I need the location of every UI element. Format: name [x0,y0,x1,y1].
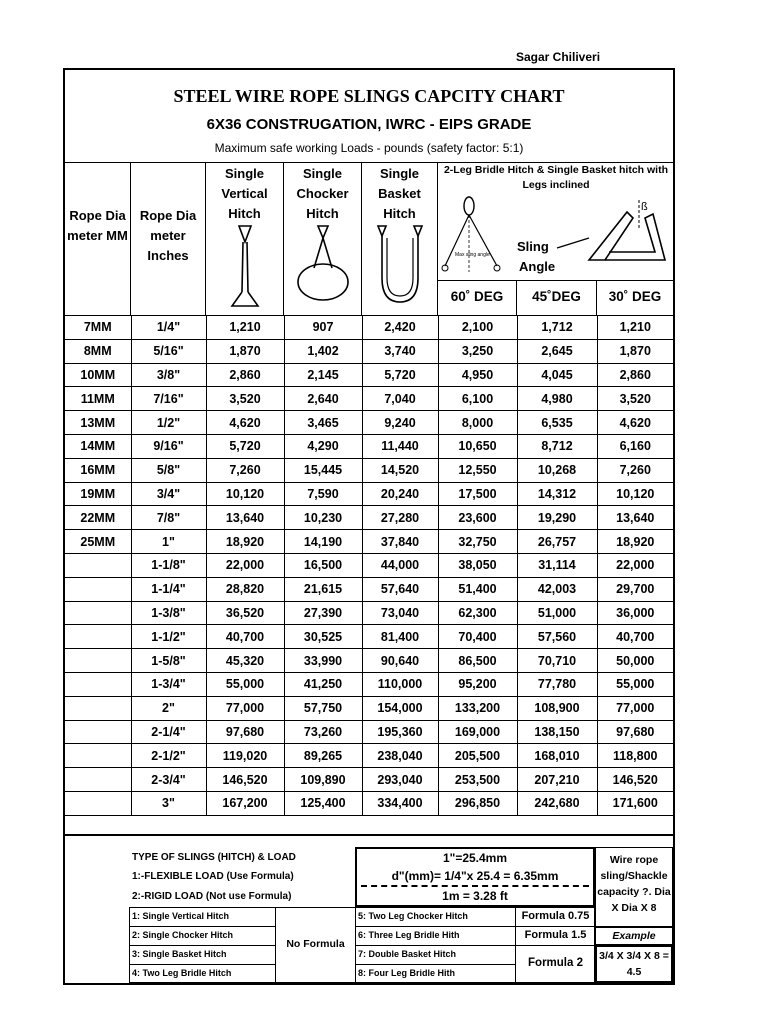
table-cell: 1,712 [517,316,597,340]
capacity-chart-sheet [63,68,675,985]
table-row [65,530,673,554]
table-row [65,316,673,340]
table-cell: 296,850 [438,791,517,815]
table-cell: 33,990 [284,649,362,673]
table-cell: 42,003 [517,577,597,601]
table-cell: 6,100 [438,387,517,411]
table-cell: 19MM [65,482,131,506]
table-cell: 146,520 [597,768,673,792]
table-cell: 119,020 [206,744,284,768]
chart-subtitle: 6X36 CONSTRUGATION, IWRC - EIPS GRADE [206,116,532,133]
slings-type-title: TYPE OF SLINGS (HITCH) & LOAD [132,852,296,863]
header-dia-inches: Rope Dia meter Inches [139,208,197,263]
table-cell: 2,640 [284,387,362,411]
table-cell: 2,145 [284,363,362,387]
table-cell: 10,230 [284,506,362,530]
table-cell: 19,290 [517,506,597,530]
table-cell: 205,500 [438,744,517,768]
table-cell: 3/8" [131,363,206,387]
table-cell: 4,620 [597,411,673,435]
header-60-deg: 60˚ DEG [450,289,504,304]
table-cell: 108,900 [517,696,597,720]
table-row [65,601,673,625]
table-cell: 138,150 [517,720,597,744]
hitch-5: 5: Two Leg Chocker Hitch [358,911,468,921]
table-cell: 89,265 [284,744,362,768]
table-cell: 7/16" [131,387,206,411]
table-row [65,672,673,696]
table-cell: 25MM [65,530,131,554]
table-cell: 57,560 [517,625,597,649]
table-cell: 10,650 [438,434,517,458]
table-row [65,649,673,673]
table-cell: 62,300 [438,601,517,625]
table-cell: 2-3/4" [131,768,206,792]
table-row [65,720,673,744]
table-cell: 195,360 [362,720,438,744]
table-cell: 20,240 [362,482,438,506]
conversion-dash-line [361,885,589,887]
basket-hitch-icon [368,220,432,312]
table-cell: 1-3/8" [131,601,206,625]
table-cell: 70,710 [517,649,597,673]
table-cell: 44,000 [362,553,438,577]
table-cell: 13,640 [206,506,284,530]
table-row [65,482,673,506]
hitch-2: 2: Single Chocker Hitch [132,930,234,940]
hitch-8: 8: Four Leg Bridle Hith [358,968,456,978]
table-cell: 171,600 [597,791,673,815]
sling-angle-label-2: Angle [519,259,556,274]
table-cell: 27,280 [362,506,438,530]
table-cell: 2-1/4" [131,720,206,744]
table-cell: 118,800 [597,744,673,768]
table-cell: 168,010 [517,744,597,768]
table-cell: 4,950 [438,363,517,387]
table-cell: 1-3/4" [131,672,206,696]
table-cell: 1-1/4" [131,577,206,601]
table-cell: 1-5/8" [131,649,206,673]
table-cell: 7/8" [131,506,206,530]
table-cell: 7,260 [597,458,673,482]
conversion-meter: 1m = 3.28 ft [442,889,508,903]
table-cell: 9/16" [131,434,206,458]
table-cell: 23,600 [438,506,517,530]
table-cell: 13,640 [597,506,673,530]
formula-075: Formula 0.75 [521,910,590,922]
table-cell [65,744,131,768]
table-cell: 30,525 [284,625,362,649]
conversion-formula: d"(mm)= 1/4"x 25.4 = 6.35mm [391,869,559,883]
table-cell: 2,860 [597,363,673,387]
table-cell: 1,210 [597,316,673,340]
table-cell: 97,680 [597,720,673,744]
table-cell: 22MM [65,506,131,530]
table-cell: 5,720 [362,363,438,387]
table-cell: 14MM [65,434,131,458]
table-cell: 11MM [65,387,131,411]
header-two-leg-bridle: 2-Leg Bridle Hitch & Single Basket hitch with Legs inclined [443,164,669,191]
table-cell: 14,190 [284,530,362,554]
table-cell [65,649,131,673]
table-cell: 22,000 [597,553,673,577]
table-cell: 167,200 [206,791,284,815]
table-cell [65,720,131,744]
table-cell: 55,000 [597,672,673,696]
table-cell: 207,210 [517,768,597,792]
table-cell: 2" [131,696,206,720]
header-single-choker: Single Chocker Hitch [296,166,349,221]
table-cell: 81,400 [362,625,438,649]
header-single-basket: Single Basket Hitch [378,166,421,221]
table-cell: 5/16" [131,339,206,363]
formula-2: Formula 2 [528,957,583,969]
table-cell: 51,400 [438,577,517,601]
table-cell: 1-1/2" [131,625,206,649]
rigid-load-note: 2:-RIGID LOAD (Not use Formula) [132,891,292,902]
vertical-hitch-icon [215,220,275,312]
table-cell: 5/8" [131,458,206,482]
table-cell: 6,535 [517,411,597,435]
table-cell [65,577,131,601]
table-cell: 51,000 [517,601,597,625]
table-row [65,791,673,815]
table-row [65,744,673,768]
table-cell: 13MM [65,411,131,435]
choker-hitch-icon [290,220,356,312]
table-cell: 32,750 [438,530,517,554]
table-cell: 7,260 [206,458,284,482]
table-cell: 3,740 [362,339,438,363]
table-cell: 17,500 [438,482,517,506]
table-cell [65,696,131,720]
table-cell: 73,260 [284,720,362,744]
table-cell: 37,840 [362,530,438,554]
flexible-load-note: 1:-FLEXIBLE LOAD (Use Formula) [132,871,294,882]
table-cell: 38,050 [438,553,517,577]
table-row [65,506,673,530]
header-30-deg: 30˚ DEG [608,289,662,304]
table-cell: 109,890 [284,768,362,792]
table-cell: 10,120 [597,482,673,506]
chart-title: STEEL WIRE ROPE SLINGS CAPCITY CHART [173,86,565,106]
table-row [65,387,673,411]
table-cell: 97,680 [206,720,284,744]
table-cell: 26,757 [517,530,597,554]
footer-divider [65,834,673,836]
table-cell: 7,040 [362,387,438,411]
table-cell: 10,268 [517,458,597,482]
hitch-4: 4: Two Leg Bridle Hitch [132,968,232,978]
table-cell: 77,780 [517,672,597,696]
table-cell: 3,520 [597,387,673,411]
table-row [65,696,673,720]
table-cell: 3,250 [438,339,517,363]
table-cell [65,553,131,577]
table-cell: 95,200 [438,672,517,696]
table-row [65,768,673,792]
table-row [65,434,673,458]
table-cell [65,625,131,649]
table-cell: 3,465 [284,411,362,435]
table-cell: 1/2" [131,411,206,435]
table-cell [65,672,131,696]
table-cell: 7MM [65,316,131,340]
table-cell: 55,000 [206,672,284,696]
table-row [65,625,673,649]
table-cell: 1,870 [597,339,673,363]
author-name: Sagar Chiliveri [516,50,601,64]
table-cell: 70,400 [438,625,517,649]
beta-symbol: ß [641,201,648,213]
table-cell: 110,000 [362,672,438,696]
table-cell: 41,250 [284,672,362,696]
example-calc: 3/4 X 3/4 X 8 = 4.5 [599,950,669,978]
table-cell: 293,040 [362,768,438,792]
table-row [65,363,673,387]
table-cell: 36,000 [597,601,673,625]
table-cell: 18,920 [597,530,673,554]
table-cell: 6,160 [597,434,673,458]
table-cell: 133,200 [438,696,517,720]
table-cell: 15,445 [284,458,362,482]
table-cell: 8MM [65,339,131,363]
table-cell: 253,500 [438,768,517,792]
no-formula-label: No Formula [286,938,345,950]
header-dia-mm: Rope Dia meter MM [67,208,128,243]
table-cell: 57,640 [362,577,438,601]
table-row [65,339,673,363]
table-cell: 5,720 [206,434,284,458]
table-cell [65,601,131,625]
hitch-3: 3: Single Basket Hitch [132,949,227,959]
table-cell [65,768,131,792]
table-cell: 907 [284,316,362,340]
table-cell: 86,500 [438,649,517,673]
table-cell: 29,700 [597,577,673,601]
hitch-1: 1: Single Vertical Hitch [132,911,230,921]
table-cell: 16MM [65,458,131,482]
table-cell: 14,312 [517,482,597,506]
table-cell: 1" [131,530,206,554]
table-cell: 11,440 [362,434,438,458]
table-cell: 2,100 [438,316,517,340]
header-single-vertical: Single Vertical Hitch [221,166,268,221]
table-cell: 154,000 [362,696,438,720]
table-cell: 1,402 [284,339,362,363]
table-cell: 50,000 [597,649,673,673]
table-cell: 77,000 [206,696,284,720]
table-cell: 3/4" [131,482,206,506]
table-row [65,411,673,435]
table-cell: 4,290 [284,434,362,458]
table-cell: 334,400 [362,791,438,815]
table-cell: 8,712 [517,434,597,458]
table-cell: 73,040 [362,601,438,625]
table-cell: 45,320 [206,649,284,673]
table-cell: 16,500 [284,553,362,577]
table-cell: 40,700 [597,625,673,649]
header-45-deg: 45˚DEG [532,289,581,304]
table-cell: 77,000 [597,696,673,720]
table-cell: 1,210 [206,316,284,340]
table-cell: 146,520 [206,768,284,792]
table-row [65,577,673,601]
table-cell: 14,520 [362,458,438,482]
formula-15: Formula 1.5 [524,929,587,941]
table-cell: 57,750 [284,696,362,720]
table-cell: 28,820 [206,577,284,601]
table-cell: 4,620 [206,411,284,435]
table-cell: 1-1/8" [131,553,206,577]
table-cell: 4,980 [517,387,597,411]
capacity-table [65,315,673,816]
table-cell: 242,680 [517,791,597,815]
table-cell: 40,700 [206,625,284,649]
table-cell: 2,860 [206,363,284,387]
table-cell: 2,420 [362,316,438,340]
conversion-inch: 1"=25.4mm [442,851,508,865]
safety-note: Maximum safe working Loads - pounds (safety factor: 5:1) [214,141,524,155]
table-cell: 10,120 [206,482,284,506]
shackle-note: Wire rope sling/Shackle capacity ?. Dia X Dia X 8 [597,854,671,914]
example-label: Example [612,930,656,942]
table-cell: 125,400 [284,791,362,815]
table-cell: 10MM [65,363,131,387]
table-cell: 1/4" [131,316,206,340]
table-cell: 2,645 [517,339,597,363]
sling-angle-label-1: Sling [517,239,549,254]
table-cell: 36,520 [206,601,284,625]
table-cell: 8,000 [438,411,517,435]
table-cell: 90,640 [362,649,438,673]
table-cell: 1,870 [206,339,284,363]
table-cell: 21,615 [284,577,362,601]
bridle-angle-diagram [439,194,671,278]
table-cell: 31,114 [517,553,597,577]
table-cell: 9,240 [362,411,438,435]
hitch-6: 6: Three Leg Bridle Hith [358,930,460,940]
table-cell: 4,045 [517,363,597,387]
table-row [65,458,673,482]
table-cell [65,791,131,815]
table-cell: 27,390 [284,601,362,625]
table-cell: 3,520 [206,387,284,411]
max-angle-label: Max sling angle [455,252,490,258]
hitch-7: 7: Double Basket Hitch [358,949,457,959]
table-row [65,553,673,577]
table-cell: 7,590 [284,482,362,506]
table-cell: 12,550 [438,458,517,482]
table-cell: 3" [131,791,206,815]
table-cell: 169,000 [438,720,517,744]
table-cell: 18,920 [206,530,284,554]
table-cell: 238,040 [362,744,438,768]
table-cell: 2-1/2" [131,744,206,768]
table-cell: 22,000 [206,553,284,577]
